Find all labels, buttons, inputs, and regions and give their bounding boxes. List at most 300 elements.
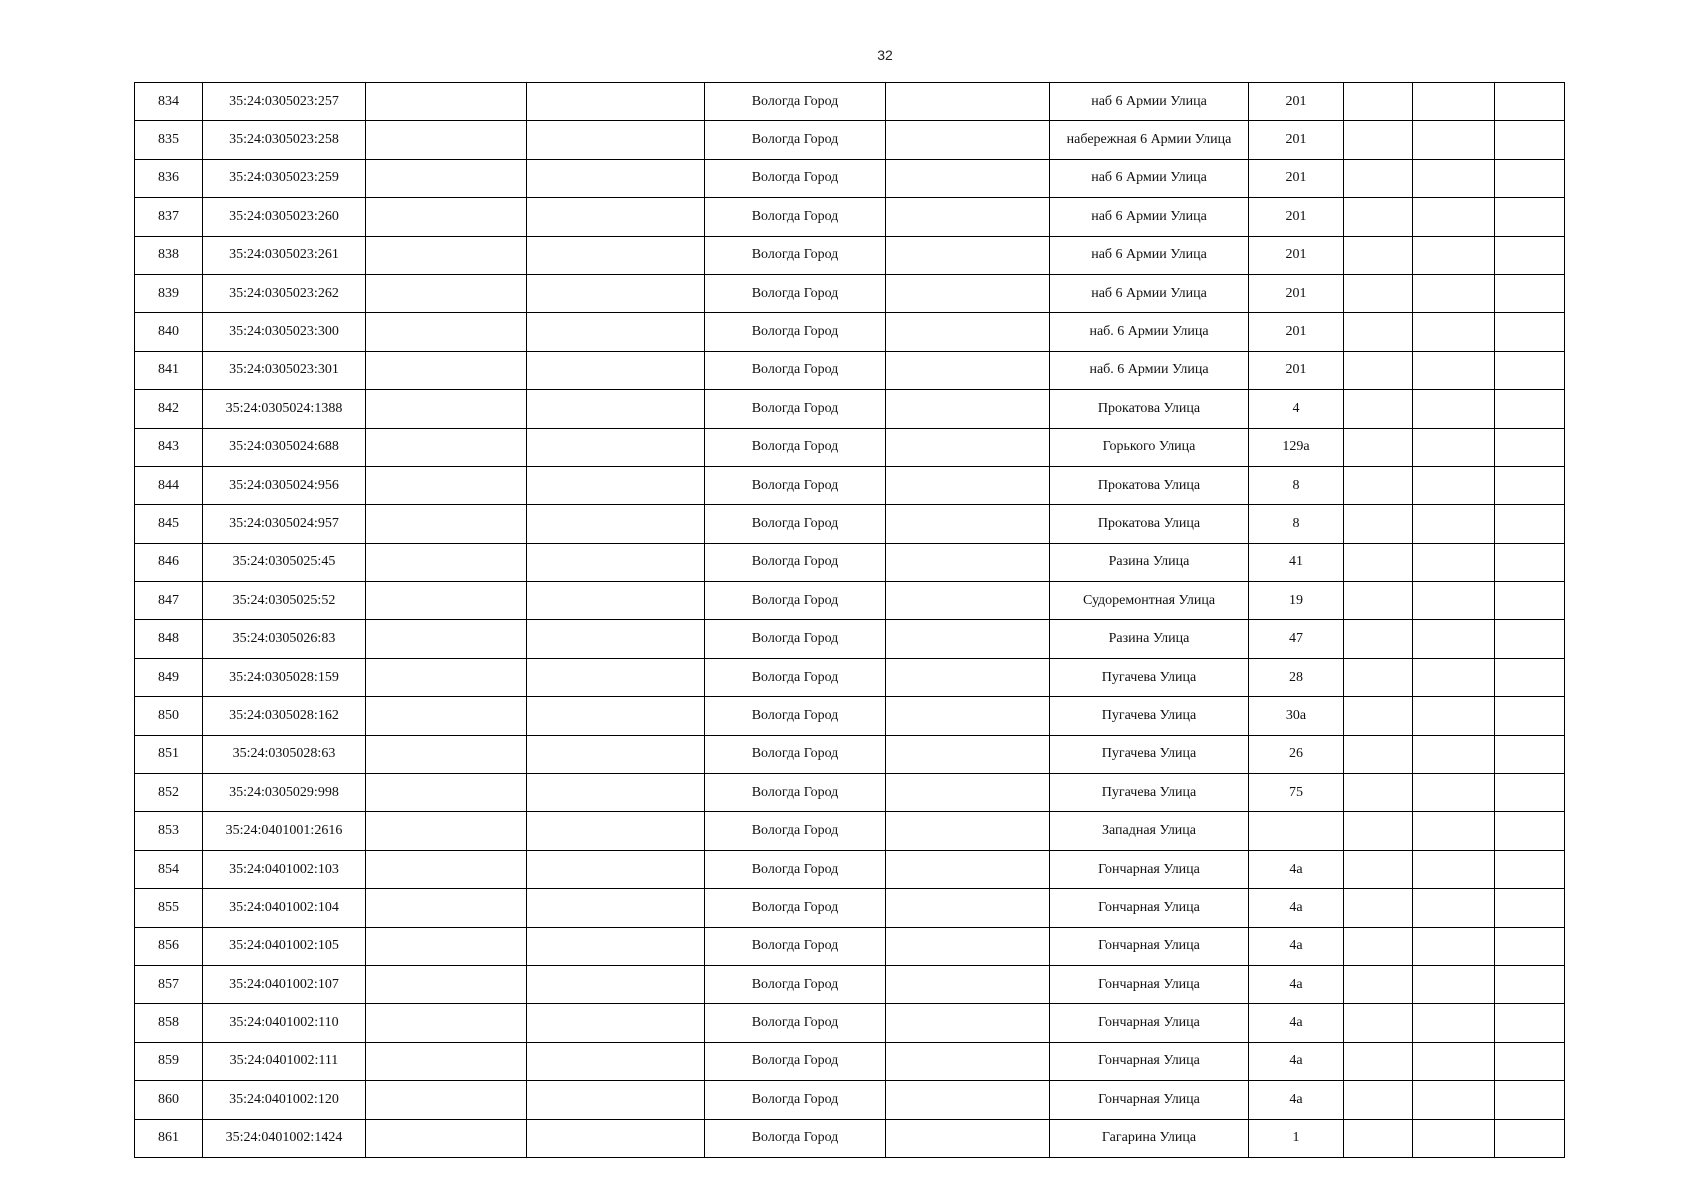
empty-cell (366, 697, 527, 735)
locality-cell: Вологда Город (705, 121, 886, 159)
empty-cell (1344, 620, 1413, 658)
empty-cell (1344, 159, 1413, 197)
street-cell: Гончарная Улица (1050, 1081, 1249, 1119)
empty-cell (527, 198, 705, 236)
street-cell: Гагарина Улица (1050, 1119, 1249, 1157)
empty-cell (366, 965, 527, 1003)
street-cell: Гончарная Улица (1050, 1004, 1249, 1042)
empty-cell (1495, 1081, 1565, 1119)
empty-cell (527, 1119, 705, 1157)
table-row (135, 620, 1565, 658)
empty-cell (527, 543, 705, 581)
empty-cell (1413, 1081, 1495, 1119)
empty-cell (1344, 428, 1413, 466)
locality-cell: Вологда Город (705, 774, 886, 812)
empty-cell (366, 351, 527, 389)
empty-cell (1413, 1119, 1495, 1157)
cadastral-number-cell: 35:24:0305023:257 (203, 83, 366, 121)
row-number-cell: 848 (135, 620, 203, 658)
row-number-cell: 840 (135, 313, 203, 351)
empty-cell (1413, 198, 1495, 236)
empty-cell (886, 1119, 1050, 1157)
house-number-cell: 4а (1249, 850, 1344, 888)
empty-cell (527, 889, 705, 927)
empty-cell (366, 1042, 527, 1080)
empty-cell (1413, 697, 1495, 735)
empty-cell (1344, 198, 1413, 236)
empty-cell (1344, 850, 1413, 888)
cadastral-number-cell: 35:24:0305023:262 (203, 274, 366, 312)
empty-cell (1495, 121, 1565, 159)
locality-cell: Вологда Город (705, 850, 886, 888)
table-row (135, 198, 1565, 236)
empty-cell (1413, 965, 1495, 1003)
empty-cell (527, 466, 705, 504)
empty-cell (1495, 927, 1565, 965)
street-cell: Пугачева Улица (1050, 697, 1249, 735)
empty-cell (886, 1081, 1050, 1119)
empty-cell (1344, 505, 1413, 543)
table-row (135, 390, 1565, 428)
house-number-cell: 4а (1249, 1081, 1344, 1119)
row-number-cell: 860 (135, 1081, 203, 1119)
row-number-cell: 854 (135, 850, 203, 888)
empty-cell (527, 428, 705, 466)
house-number-cell: 19 (1249, 582, 1344, 620)
empty-cell (1344, 351, 1413, 389)
cadastral-number-cell: 35:24:0305023:301 (203, 351, 366, 389)
empty-cell (1344, 774, 1413, 812)
empty-cell (366, 274, 527, 312)
locality-cell: Вологда Город (705, 1042, 886, 1080)
street-cell: Разина Улица (1050, 543, 1249, 581)
empty-cell (1495, 620, 1565, 658)
house-number-cell: 4а (1249, 1042, 1344, 1080)
empty-cell (886, 850, 1050, 888)
empty-cell (886, 812, 1050, 850)
empty-cell (886, 774, 1050, 812)
house-number-cell: 8 (1249, 505, 1344, 543)
empty-cell (1495, 274, 1565, 312)
empty-cell (1344, 1004, 1413, 1042)
empty-cell (1495, 159, 1565, 197)
empty-cell (527, 658, 705, 696)
empty-cell (886, 390, 1050, 428)
empty-cell (527, 121, 705, 159)
row-number-cell: 855 (135, 889, 203, 927)
house-number-cell: 201 (1249, 313, 1344, 351)
empty-cell (1413, 428, 1495, 466)
empty-cell (366, 505, 527, 543)
table-row (135, 274, 1565, 312)
empty-cell (527, 351, 705, 389)
table-row (135, 543, 1565, 581)
empty-cell (527, 1042, 705, 1080)
empty-cell (1344, 390, 1413, 428)
table-row (135, 313, 1565, 351)
street-cell: Гончарная Улица (1050, 850, 1249, 888)
locality-cell: Вологда Город (705, 466, 886, 504)
empty-cell (1413, 658, 1495, 696)
cadastral-number-cell: 35:24:0305023:259 (203, 159, 366, 197)
locality-cell: Вологда Город (705, 927, 886, 965)
empty-cell (527, 159, 705, 197)
locality-cell: Вологда Город (705, 236, 886, 274)
empty-cell (366, 850, 527, 888)
table-row (135, 697, 1565, 735)
cadastral-number-cell: 35:24:0305024:1388 (203, 390, 366, 428)
row-number-cell: 836 (135, 159, 203, 197)
empty-cell (886, 313, 1050, 351)
row-number-cell: 841 (135, 351, 203, 389)
empty-cell (1495, 889, 1565, 927)
empty-cell (1413, 735, 1495, 773)
empty-cell (1495, 313, 1565, 351)
empty-cell (366, 927, 527, 965)
street-cell: Пугачева Улица (1050, 735, 1249, 773)
locality-cell: Вологда Город (705, 274, 886, 312)
cadastral-number-cell: 35:24:0305028:162 (203, 697, 366, 735)
cadastral-number-cell: 35:24:0305028:63 (203, 735, 366, 773)
empty-cell (1413, 505, 1495, 543)
street-cell: Гончарная Улица (1050, 1042, 1249, 1080)
empty-cell (1413, 774, 1495, 812)
locality-cell: Вологда Город (705, 83, 886, 121)
table-row (135, 1004, 1565, 1042)
row-number-cell: 859 (135, 1042, 203, 1080)
row-number-cell: 850 (135, 697, 203, 735)
empty-cell (1495, 543, 1565, 581)
cadastral-number-cell: 35:24:0401002:103 (203, 850, 366, 888)
cadastral-number-cell: 35:24:0401002:105 (203, 927, 366, 965)
table-row (135, 1042, 1565, 1080)
cadastral-number-cell: 35:24:0305023:258 (203, 121, 366, 159)
house-number-cell: 129а (1249, 428, 1344, 466)
empty-cell (366, 543, 527, 581)
house-number-cell: 26 (1249, 735, 1344, 773)
locality-cell: Вологда Город (705, 313, 886, 351)
empty-cell (366, 198, 527, 236)
house-number-cell: 201 (1249, 274, 1344, 312)
cadastral-number-cell: 35:24:0305023:300 (203, 313, 366, 351)
street-cell: Гончарная Улица (1050, 927, 1249, 965)
empty-cell (1344, 466, 1413, 504)
empty-cell (1413, 159, 1495, 197)
empty-cell (527, 83, 705, 121)
house-number-cell: 201 (1249, 351, 1344, 389)
empty-cell (1495, 850, 1565, 888)
empty-cell (366, 159, 527, 197)
empty-cell (886, 543, 1050, 581)
empty-cell (527, 313, 705, 351)
cadastral-number-cell: 35:24:0401001:2616 (203, 812, 366, 850)
locality-cell: Вологда Город (705, 198, 886, 236)
empty-cell (886, 620, 1050, 658)
row-number-cell: 849 (135, 658, 203, 696)
locality-cell: Вологда Город (705, 1119, 886, 1157)
table-row (135, 850, 1565, 888)
row-number-cell: 858 (135, 1004, 203, 1042)
street-cell: Пугачева Улица (1050, 774, 1249, 812)
empty-cell (1413, 466, 1495, 504)
empty-cell (1344, 582, 1413, 620)
cadastral-number-cell: 35:24:0401002:107 (203, 965, 366, 1003)
street-cell: наб 6 Армии Улица (1050, 159, 1249, 197)
table-row (135, 965, 1565, 1003)
empty-cell (1495, 1004, 1565, 1042)
row-number-cell: 843 (135, 428, 203, 466)
empty-cell (527, 965, 705, 1003)
empty-cell (1495, 466, 1565, 504)
cadastral-number-cell: 35:24:0305024:956 (203, 466, 366, 504)
locality-cell: Вологда Город (705, 735, 886, 773)
table-row (135, 774, 1565, 812)
table-row (135, 812, 1565, 850)
house-number-cell (1249, 812, 1344, 850)
empty-cell (1413, 274, 1495, 312)
house-number-cell: 8 (1249, 466, 1344, 504)
empty-cell (1413, 927, 1495, 965)
empty-cell (527, 1004, 705, 1042)
street-cell: набережная 6 Армии Улица (1050, 121, 1249, 159)
street-cell: Западная Улица (1050, 812, 1249, 850)
locality-cell: Вологда Город (705, 697, 886, 735)
empty-cell (886, 889, 1050, 927)
house-number-cell: 41 (1249, 543, 1344, 581)
table-row (135, 1119, 1565, 1157)
empty-cell (366, 658, 527, 696)
empty-cell (1413, 121, 1495, 159)
street-cell: наб. 6 Армии Улица (1050, 313, 1249, 351)
cadastral-number-cell: 35:24:0305024:688 (203, 428, 366, 466)
row-number-cell: 861 (135, 1119, 203, 1157)
empty-cell (366, 774, 527, 812)
table-row (135, 927, 1565, 965)
empty-cell (1344, 965, 1413, 1003)
house-number-cell: 28 (1249, 658, 1344, 696)
empty-cell (1495, 236, 1565, 274)
empty-cell (1495, 658, 1565, 696)
row-number-cell: 857 (135, 965, 203, 1003)
empty-cell (366, 735, 527, 773)
empty-cell (366, 313, 527, 351)
cadastral-number-cell: 35:24:0305028:159 (203, 658, 366, 696)
locality-cell: Вологда Город (705, 543, 886, 581)
empty-cell (886, 159, 1050, 197)
table-row (135, 428, 1565, 466)
locality-cell: Вологда Город (705, 1081, 886, 1119)
empty-cell (1413, 812, 1495, 850)
empty-cell (1344, 1081, 1413, 1119)
empty-cell (886, 198, 1050, 236)
empty-cell (1413, 313, 1495, 351)
empty-cell (1344, 927, 1413, 965)
locality-cell: Вологда Город (705, 965, 886, 1003)
street-cell: Горького Улица (1050, 428, 1249, 466)
cadastral-number-cell: 35:24:0305023:261 (203, 236, 366, 274)
cadastral-number-cell: 35:24:0401002:104 (203, 889, 366, 927)
street-cell: Прокатова Улица (1050, 466, 1249, 504)
empty-cell (1413, 1004, 1495, 1042)
row-number-cell: 834 (135, 83, 203, 121)
empty-cell (527, 697, 705, 735)
empty-cell (527, 582, 705, 620)
empty-cell (1495, 582, 1565, 620)
cadastral-number-cell: 35:24:0401002:111 (203, 1042, 366, 1080)
empty-cell (1344, 658, 1413, 696)
locality-cell: Вологда Город (705, 505, 886, 543)
empty-cell (1413, 351, 1495, 389)
row-number-cell: 837 (135, 198, 203, 236)
empty-cell (1495, 390, 1565, 428)
empty-cell (366, 466, 527, 504)
empty-cell (1344, 812, 1413, 850)
empty-cell (1344, 313, 1413, 351)
empty-cell (1344, 274, 1413, 312)
street-cell: Прокатова Улица (1050, 390, 1249, 428)
row-number-cell: 846 (135, 543, 203, 581)
row-number-cell: 839 (135, 274, 203, 312)
empty-cell (527, 390, 705, 428)
empty-cell (886, 505, 1050, 543)
empty-cell (366, 1081, 527, 1119)
table-body (135, 83, 1565, 1158)
empty-cell (1344, 83, 1413, 121)
street-cell: наб 6 Армии Улица (1050, 83, 1249, 121)
street-cell: Гончарная Улица (1050, 965, 1249, 1003)
house-number-cell: 201 (1249, 198, 1344, 236)
empty-cell (886, 965, 1050, 1003)
empty-cell (886, 582, 1050, 620)
empty-cell (1495, 1042, 1565, 1080)
locality-cell: Вологда Город (705, 582, 886, 620)
empty-cell (366, 121, 527, 159)
empty-cell (886, 351, 1050, 389)
house-number-cell: 4а (1249, 927, 1344, 965)
empty-cell (527, 236, 705, 274)
empty-cell (366, 1119, 527, 1157)
empty-cell (1344, 121, 1413, 159)
empty-cell (1344, 1042, 1413, 1080)
table-row (135, 83, 1565, 121)
empty-cell (1495, 351, 1565, 389)
registry-table (134, 82, 1565, 1158)
table-row (135, 505, 1565, 543)
empty-cell (527, 774, 705, 812)
empty-cell (527, 812, 705, 850)
empty-cell (527, 505, 705, 543)
empty-cell (886, 83, 1050, 121)
locality-cell: Вологда Город (705, 428, 886, 466)
house-number-cell: 4 (1249, 390, 1344, 428)
cadastral-number-cell: 35:24:0305023:260 (203, 198, 366, 236)
empty-cell (366, 620, 527, 658)
table-row (135, 889, 1565, 927)
empty-cell (1413, 543, 1495, 581)
empty-cell (527, 850, 705, 888)
row-number-cell: 842 (135, 390, 203, 428)
table-row (135, 466, 1565, 504)
table-row (135, 121, 1565, 159)
empty-cell (1495, 965, 1565, 1003)
empty-cell (886, 428, 1050, 466)
locality-cell: Вологда Город (705, 1004, 886, 1042)
empty-cell (1413, 236, 1495, 274)
house-number-cell: 4а (1249, 889, 1344, 927)
empty-cell (1344, 697, 1413, 735)
empty-cell (1495, 812, 1565, 850)
empty-cell (366, 889, 527, 927)
empty-cell (1413, 889, 1495, 927)
empty-cell (1413, 83, 1495, 121)
empty-cell (1344, 236, 1413, 274)
empty-cell (366, 236, 527, 274)
street-cell: наб 6 Армии Улица (1050, 198, 1249, 236)
row-number-cell: 838 (135, 236, 203, 274)
empty-cell (1413, 1042, 1495, 1080)
empty-cell (886, 697, 1050, 735)
row-number-cell: 844 (135, 466, 203, 504)
house-number-cell: 4а (1249, 965, 1344, 1003)
empty-cell (527, 927, 705, 965)
row-number-cell: 851 (135, 735, 203, 773)
empty-cell (1495, 428, 1565, 466)
locality-cell: Вологда Город (705, 889, 886, 927)
empty-cell (886, 466, 1050, 504)
empty-cell (527, 274, 705, 312)
empty-cell (366, 428, 527, 466)
table-row (135, 159, 1565, 197)
empty-cell (1495, 774, 1565, 812)
house-number-cell: 201 (1249, 236, 1344, 274)
street-cell: наб 6 Армии Улица (1050, 274, 1249, 312)
empty-cell (366, 582, 527, 620)
street-cell: Судоремонтная Улица (1050, 582, 1249, 620)
empty-cell (1495, 697, 1565, 735)
row-number-cell: 847 (135, 582, 203, 620)
cadastral-number-cell: 35:24:0305025:52 (203, 582, 366, 620)
locality-cell: Вологда Город (705, 390, 886, 428)
empty-cell (366, 83, 527, 121)
empty-cell (1495, 198, 1565, 236)
empty-cell (527, 735, 705, 773)
cadastral-number-cell: 35:24:0305024:957 (203, 505, 366, 543)
locality-cell: Вологда Город (705, 812, 886, 850)
empty-cell (1413, 620, 1495, 658)
empty-cell (886, 735, 1050, 773)
row-number-cell: 845 (135, 505, 203, 543)
empty-cell (527, 620, 705, 658)
empty-cell (886, 121, 1050, 159)
empty-cell (1344, 543, 1413, 581)
house-number-cell: 201 (1249, 159, 1344, 197)
house-number-cell: 30а (1249, 697, 1344, 735)
empty-cell (1495, 1119, 1565, 1157)
street-cell: наб 6 Армии Улица (1050, 236, 1249, 274)
street-cell: Прокатова Улица (1050, 505, 1249, 543)
table-row (135, 236, 1565, 274)
empty-cell (886, 658, 1050, 696)
cadastral-number-cell: 35:24:0305026:83 (203, 620, 366, 658)
house-number-cell: 201 (1249, 83, 1344, 121)
cadastral-number-cell: 35:24:0401002:110 (203, 1004, 366, 1042)
row-number-cell: 856 (135, 927, 203, 965)
empty-cell (886, 236, 1050, 274)
table-row (135, 1081, 1565, 1119)
row-number-cell: 852 (135, 774, 203, 812)
empty-cell (886, 927, 1050, 965)
cadastral-number-cell: 35:24:0305025:45 (203, 543, 366, 581)
